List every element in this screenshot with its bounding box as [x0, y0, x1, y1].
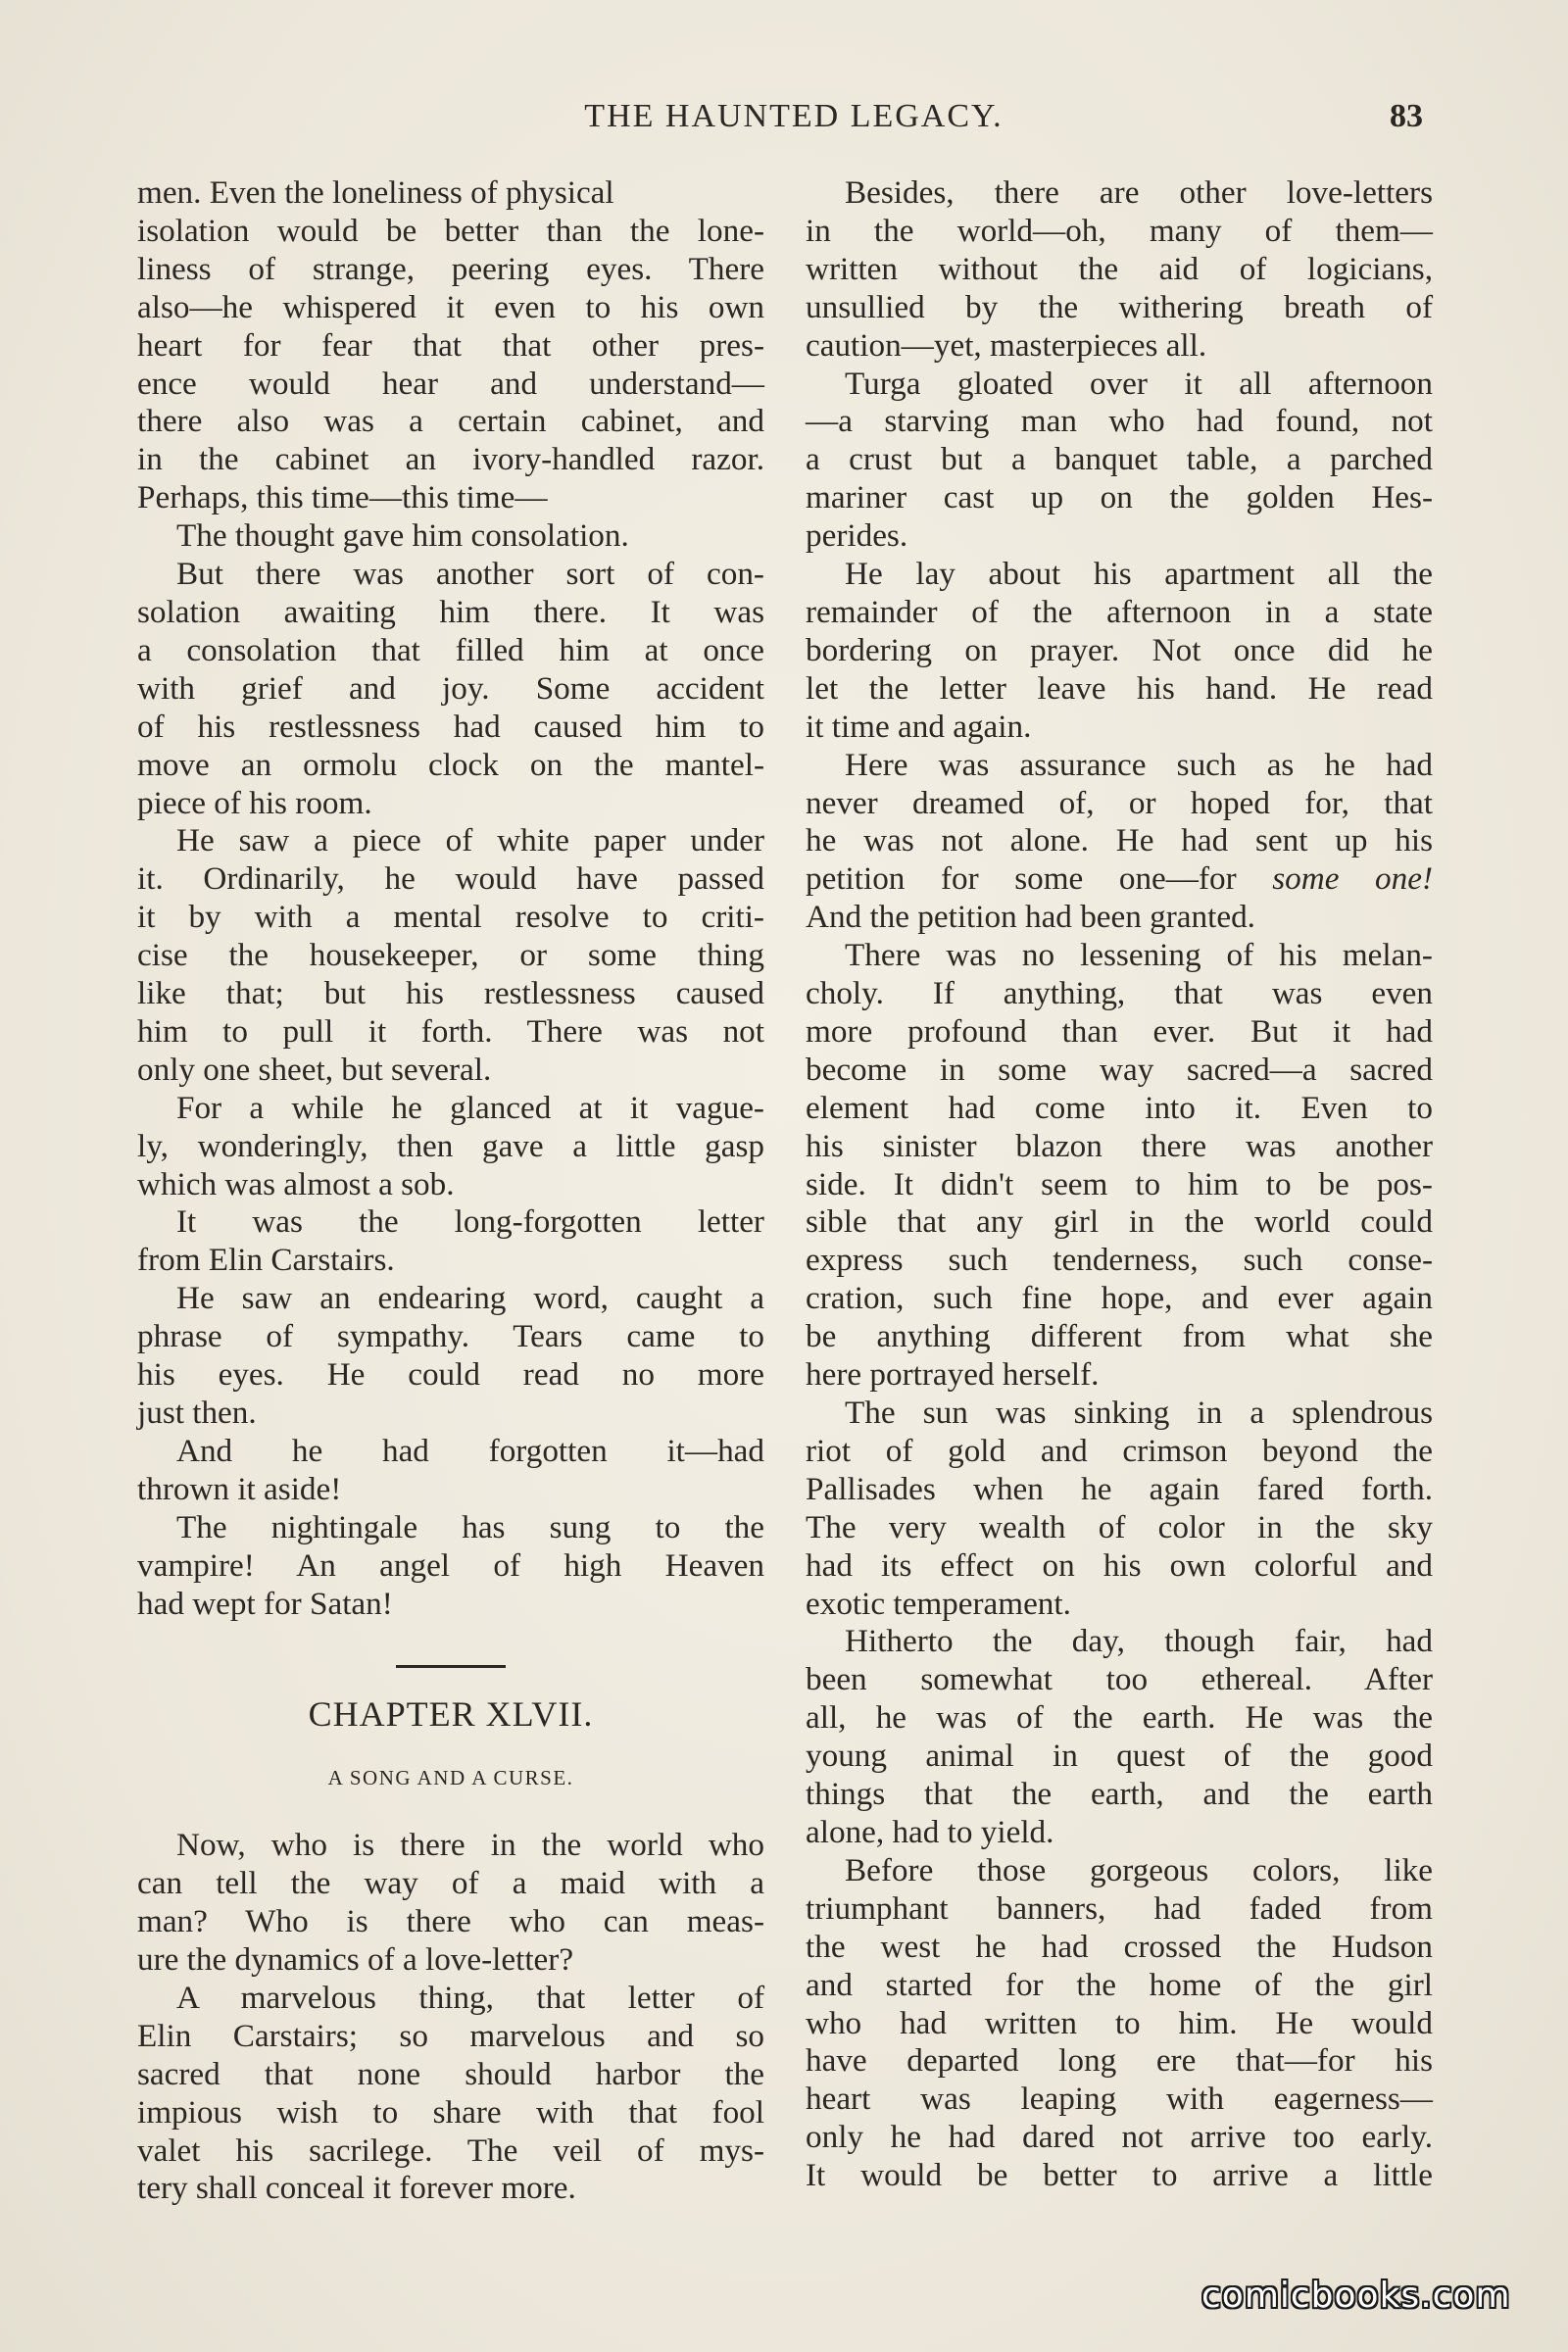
text-line: For a while he glanced at it vague- — [176, 1089, 764, 1126]
right-column — [806, 174, 1433, 2195]
text-line: heart for fear that that other pres- — [137, 326, 764, 364]
text-line: ence would hear and understand— — [137, 365, 764, 402]
text-line: been somewhat too ethereal. After — [806, 1661, 1433, 1698]
running-head-title: THE HAUNTED LEGACY. — [584, 98, 1004, 134]
text-line: Here was assurance such as he had — [845, 746, 1433, 783]
text-line: it time and again. — [806, 708, 1032, 745]
text-line: become in some way sacred—a sacred — [806, 1051, 1433, 1088]
text-line: ure the dynamics of a love-letter? — [137, 1940, 574, 1978]
text-line: it. Ordinarily, he would have passed — [137, 860, 764, 898]
text-line: more profound than ever. But it had — [806, 1012, 1433, 1050]
text-line: of his restlessness had caused him to — [137, 708, 764, 745]
text-line: The sun was sinking in a splendrous — [845, 1395, 1433, 1431]
text-line: tery shall conceal it forever more. — [137, 2170, 576, 2207]
text-line: The nightingale has sung to the — [176, 1508, 764, 1545]
text-line: express such tenderness, such conse- — [806, 1242, 1433, 1279]
text-line: The thought gave him consolation. — [176, 517, 629, 555]
text-line: It was the long-forgotten letter — [176, 1203, 764, 1241]
text-line: Elin Carstairs; so marvelous and so — [137, 2017, 764, 2054]
site-watermark: comicbooks.com — [1201, 2276, 1511, 2316]
text-line: only he had dared not arrive too early. — [806, 2119, 1433, 2156]
text-line: Now, who is there in the world who — [176, 1827, 764, 1864]
text-line: sacred that none should harbor the — [137, 2055, 764, 2092]
text-line: only one sheet, but several. — [137, 1051, 492, 1088]
text-line: riot of gold and crimson beyond the — [806, 1432, 1433, 1469]
text-line: just then. — [137, 1395, 257, 1431]
text-line: man? Who is there who can meas- — [137, 1903, 764, 1940]
text-line — [806, 860, 1433, 899]
text-line: A marvelous thing, that letter of — [176, 1979, 764, 2016]
text-line: —a starving man who had found, not — [806, 403, 1433, 440]
text-line: He saw a piece of white paper under — [176, 822, 764, 859]
text-line: he was not alone. He had sent up his — [806, 822, 1433, 859]
text-line: had its effect on his own colorful and — [806, 1546, 1433, 1584]
text-line: bordering on prayer. Not once did he — [806, 631, 1433, 668]
text-line: heart was leaping with eagerness— — [806, 2081, 1433, 2118]
text-line: sible that any girl in the world could — [806, 1203, 1433, 1241]
section-divider — [396, 1665, 506, 1668]
text-line: a consolation that filled him at once — [137, 631, 764, 668]
text-line: isolation would be better than the lone- — [137, 212, 764, 249]
left-column — [137, 174, 764, 2208]
text-line: his sinister blazon there was another — [806, 1127, 1433, 1164]
text-line: He saw an endearing word, caught a — [176, 1280, 764, 1317]
text-line: solation awaiting him there. It was — [137, 593, 764, 630]
text-line: the west he had crossed the Hudson — [806, 1928, 1433, 1965]
text-line: vampire! An angel of high Heaven — [137, 1546, 764, 1584]
text-line: phrase of sympathy. Tears came to — [137, 1318, 764, 1355]
text-line: mariner cast up on the golden Hes- — [806, 479, 1433, 516]
text-line: thrown it aside! — [137, 1470, 342, 1507]
text-line: like that; but his restlessness caused — [137, 975, 764, 1012]
text-line: caution—yet, masterpieces all. — [806, 326, 1207, 364]
chapter-title: CHAPTER XLVII. — [308, 1694, 594, 1735]
text-line: also—he whispered it even to his own — [137, 288, 764, 325]
text-line: here portrayed herself. — [806, 1356, 1100, 1394]
text-line: men. Even the loneliness of physical — [137, 174, 614, 211]
text-line: triumphant banners, had faded from — [806, 1889, 1433, 1927]
text-line: have departed long ere that—for his — [806, 2042, 1433, 2080]
text-line: But there was another sort of con- — [176, 556, 764, 593]
emphasis-text: some one! — [1272, 860, 1433, 898]
text-line: He lay about his apartment all the — [845, 556, 1433, 593]
text-line: impious wish to share with that fool — [137, 2093, 764, 2131]
text-line: from Elin Carstairs. — [137, 1242, 395, 1279]
text-line: let the letter leave his hand. He read — [806, 669, 1433, 707]
text-line: and started for the home of the girl — [806, 1966, 1433, 2003]
text-line: ly, wonderingly, then gave a little gasp — [137, 1127, 764, 1164]
text-line: his eyes. He could read no more — [137, 1356, 764, 1394]
text-line: element had come into it. Even to — [806, 1089, 1433, 1126]
text-line: It would be better to arrive a little — [806, 2157, 1433, 2194]
text-line: Perhaps, this time—this time— — [137, 479, 548, 516]
text-line: exotic temperament. — [806, 1585, 1071, 1622]
text-line: move an ormolu clock on the mantel- — [137, 746, 764, 783]
text-line: had wept for Satan! — [137, 1585, 393, 1622]
text-line: unsullied by the withering breath of — [806, 288, 1433, 325]
text-line: The very wealth of color in the sky — [806, 1508, 1433, 1545]
text-line: it by with a mental resolve to criti- — [137, 899, 764, 936]
text-line: And the petition had been granted. — [806, 899, 1255, 936]
text-line: remainder of the afternoon in a state — [806, 593, 1433, 630]
text-line: Besides, there are other love-letters — [845, 174, 1433, 211]
chapter-subtitle: A SONG AND A CURSE. — [327, 1766, 574, 1790]
text-line: him to pull it forth. There was not — [137, 1012, 764, 1050]
text-line: liness of strange, peering eyes. There — [137, 250, 764, 287]
text-line: There was no lessening of his melan- — [845, 937, 1433, 974]
text-line: And he had forgotten it—had — [176, 1432, 764, 1469]
text-line: there also was a certain cabinet, and — [137, 403, 764, 440]
text-line: cise the housekeeper, or some thing — [137, 937, 764, 974]
text-line: a crust but a banquet table, a parched — [806, 441, 1433, 478]
text-line: cration, such fine hope, and ever again — [806, 1280, 1433, 1317]
text-line: all, he was of the earth. He was the — [806, 1699, 1433, 1737]
text-line: Hitherto the day, though fair, had — [845, 1623, 1433, 1660]
text-line: choly. If anything, that was even — [806, 975, 1433, 1012]
text-line: which was almost a sob. — [137, 1165, 455, 1202]
text-line: who had written to him. He would — [806, 2004, 1433, 2041]
text-line: be anything different from what she — [806, 1318, 1433, 1355]
text-line: valet his sacrilege. The veil of mys- — [137, 2132, 764, 2169]
text-line: side. It didn't seem to him to be pos- — [806, 1165, 1433, 1202]
text-line: Turga gloated over it all afternoon — [845, 365, 1433, 402]
text-line: young animal in quest of the good — [806, 1738, 1433, 1775]
page-number: 83 — [1390, 98, 1423, 134]
text-line: perides. — [806, 517, 908, 555]
text-line: Before those gorgeous colors, like — [845, 1851, 1433, 1888]
text-line: Pallisades when he again fared forth. — [806, 1470, 1433, 1507]
text-line: never dreamed of, or hoped for, that — [806, 784, 1433, 821]
text-line: can tell the way of a maid with a — [137, 1865, 764, 1902]
text-line: with grief and joy. Some accident — [137, 669, 764, 707]
text-line: in the cabinet an ivory-handled razor. — [137, 441, 764, 478]
text-line: piece of his room. — [137, 784, 372, 821]
text-fragment: petition for some one—for — [806, 860, 1237, 898]
text-line: alone, had to yield. — [806, 1813, 1054, 1850]
text-line: things that the earth, and the earth — [806, 1776, 1433, 1813]
text-line: in the world—oh, many of them— — [806, 212, 1433, 249]
text-line: written without the aid of logicians, — [806, 250, 1433, 287]
